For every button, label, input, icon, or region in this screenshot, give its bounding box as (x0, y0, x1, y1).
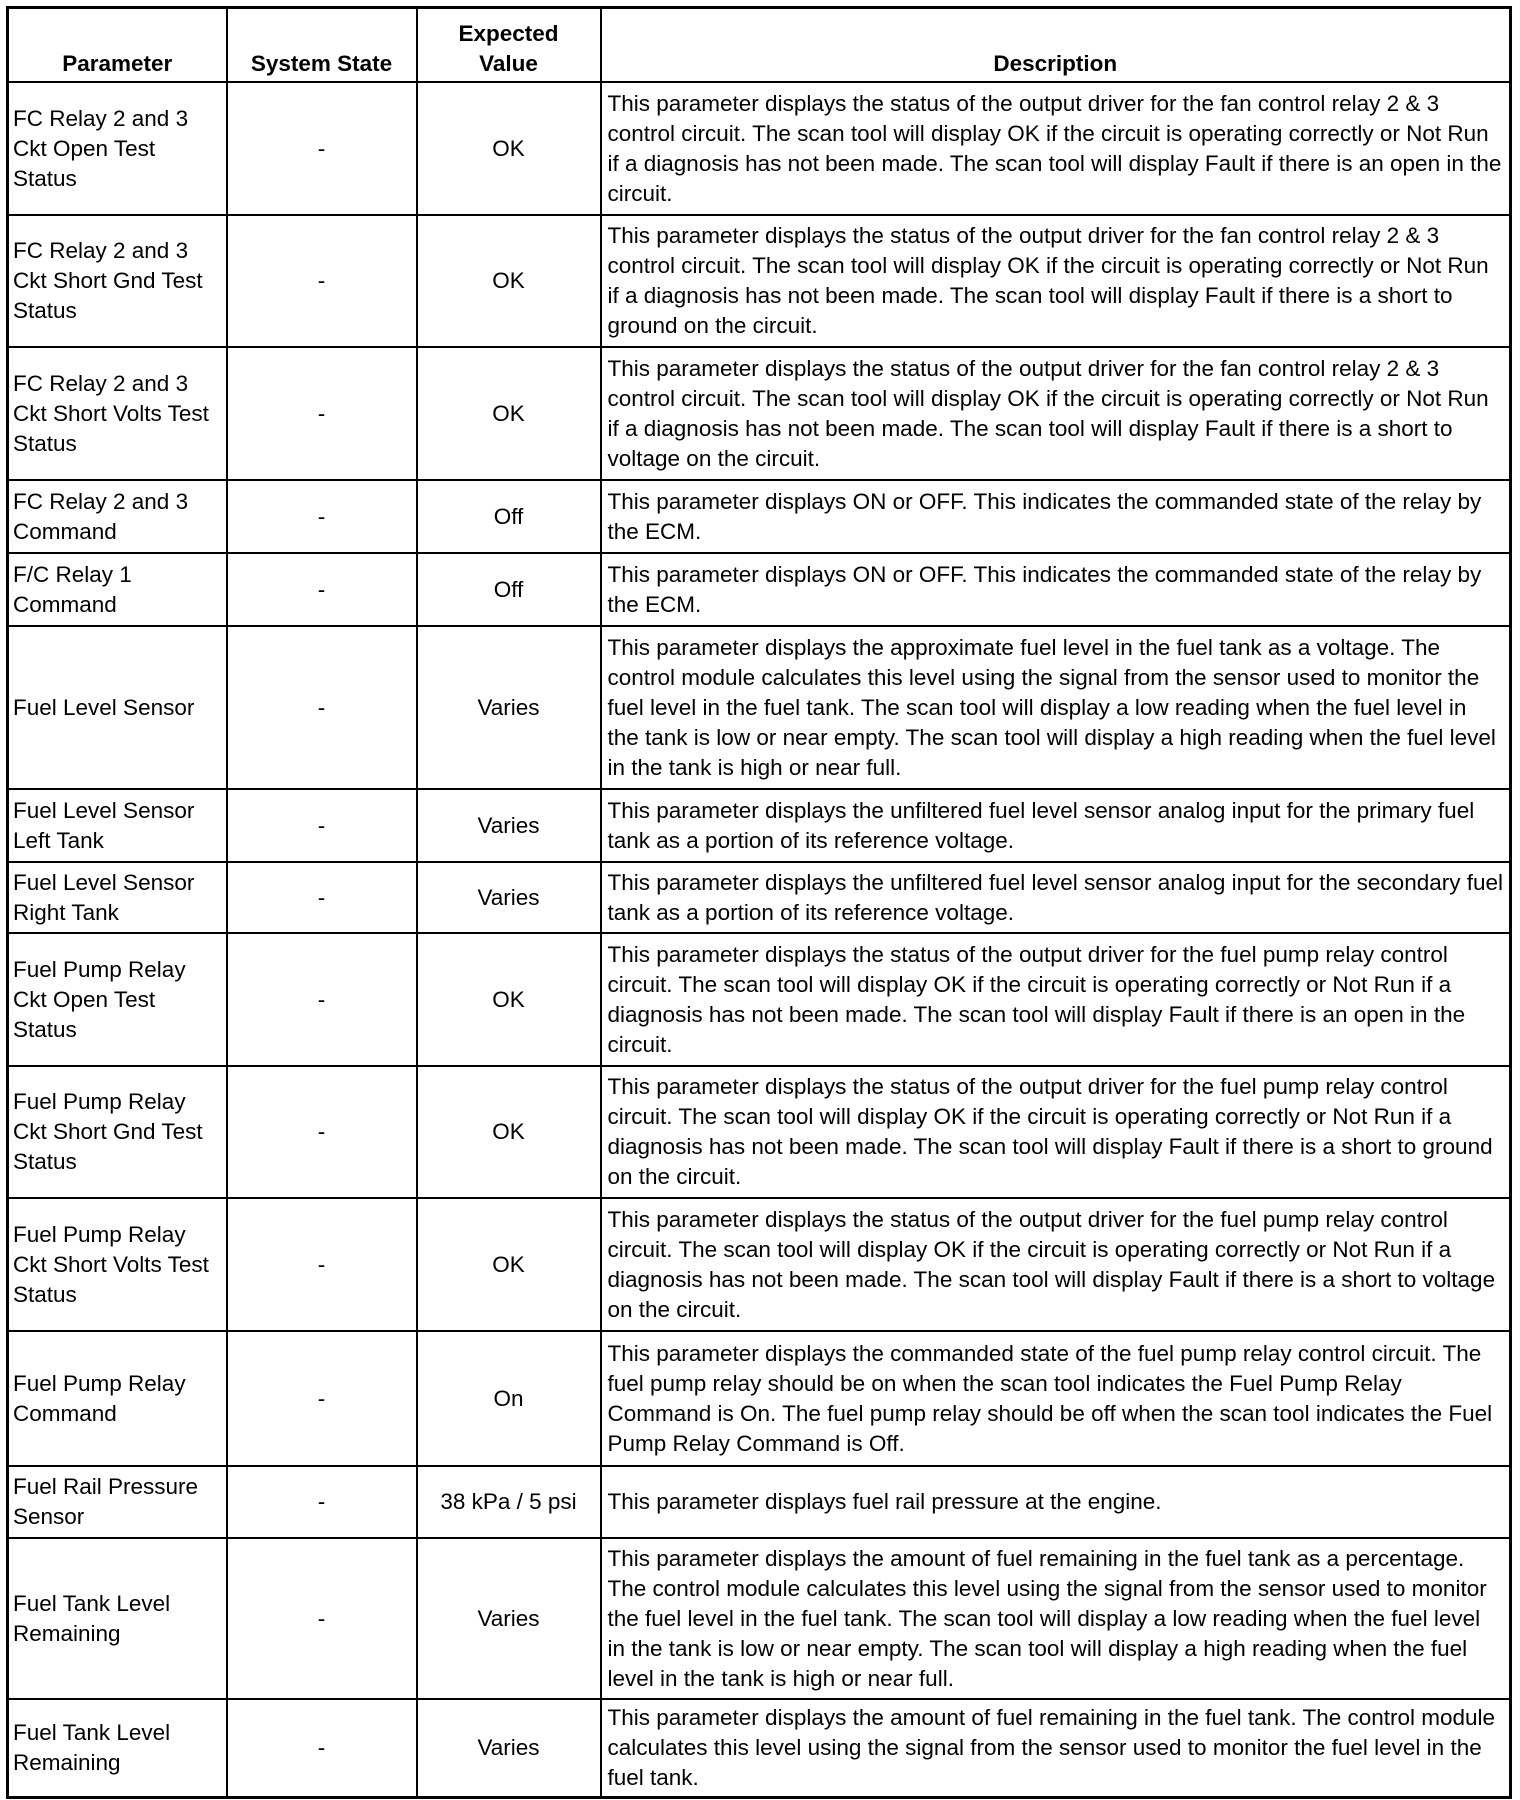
system-state-cell: - (227, 1198, 417, 1331)
parameter-cell: Fuel Rail Pressure Sensor (8, 1466, 227, 1538)
parameter-cell: Fuel Pump Relay Command (8, 1331, 227, 1466)
table-row (8, 553, 1511, 626)
description-cell: This parameter displays the unfiltered fuel level sensor analog input for the secondary fuel tank as a portion of its reference voltage. (601, 862, 1511, 933)
header-expected-value: Expected Value (417, 8, 601, 83)
description-cell: This parameter displays the amount of fuel remaining in the fuel tank as a percentage. The control module calculates this level using the signal from the sensor used to monitor the fuel level in the fuel tank. The scan tool will display a low reading when the fuel level in the tank is low or near empty. The scan tool will display a high reading when the fuel level in the tank is high or near full. (601, 1538, 1511, 1699)
expected-value-cell: 38 kPa / 5 psi (417, 1466, 601, 1538)
parameter-cell: Fuel Level Sensor (8, 626, 227, 789)
parameter-cell: FC Relay 2 and 3 Ckt Short Gnd Test Status (8, 215, 227, 347)
description-cell: This parameter displays the status of the output driver for the fuel pump relay control circuit. The scan tool will display OK if the circuit is operating correctly or Not Run if a diagnosis has not been made. The scan tool will display Fault if there is an open in the circuit. (601, 933, 1511, 1066)
table-row (8, 1198, 1511, 1331)
header-system-state: System State (227, 8, 417, 83)
system-state-cell: - (227, 1699, 417, 1797)
system-state-cell: - (227, 480, 417, 553)
parameter-cell: Fuel Pump Relay Ckt Short Gnd Test Status (8, 1066, 227, 1198)
expected-value-cell: Varies (417, 1538, 601, 1699)
expected-value-cell: OK (417, 215, 601, 347)
system-state-cell: - (227, 553, 417, 626)
system-state-cell: - (227, 1466, 417, 1538)
header-parameter: Parameter (8, 8, 227, 83)
system-state-cell: - (227, 215, 417, 347)
parameter-cell: F/C Relay 1 Command (8, 553, 227, 626)
table-row (8, 347, 1511, 480)
expected-value-cell: OK (417, 347, 601, 480)
description-cell: This parameter displays the unfiltered fuel level sensor analog input for the primary fuel tank as a portion of its reference voltage. (601, 789, 1511, 862)
table-row (8, 1331, 1511, 1466)
parameter-cell: Fuel Tank Level Remaining (8, 1538, 227, 1699)
system-state-cell: - (227, 789, 417, 862)
description-cell: This parameter displays ON or OFF. This indicates the commanded state of the relay by the ECM. (601, 553, 1511, 626)
system-state-cell: - (227, 862, 417, 933)
description-cell: This parameter displays the amount of fuel remaining in the fuel tank. The control module calculates this level using the signal from the sensor used to monitor the fuel level in the fuel tank. (601, 1699, 1511, 1797)
description-cell: This parameter displays the status of the output driver for the fuel pump relay control circuit. The scan tool will display OK if the circuit is operating correctly or Not Run if a diagnosis has not been made. The scan tool will display Fault if there is a short to voltage on the circuit. (601, 1198, 1511, 1331)
expected-value-cell: OK (417, 1198, 601, 1331)
table-row (8, 1066, 1511, 1198)
expected-value-cell: OK (417, 1066, 601, 1198)
parameter-cell: Fuel Level Sensor Left Tank (8, 789, 227, 862)
description-cell: This parameter displays the status of the output driver for the fuel pump relay control circuit. The scan tool will display OK if the circuit is operating correctly or Not Run if a diagnosis has not been made. The scan tool will display Fault if there is a short to ground on the circuit. (601, 1066, 1511, 1198)
expected-value-cell: OK (417, 933, 601, 1066)
system-state-cell: - (227, 933, 417, 1066)
table-row (8, 480, 1511, 553)
parameter-cell: Fuel Tank Level Remaining (8, 1699, 227, 1797)
expected-value-cell: Varies (417, 1699, 601, 1797)
description-cell: This parameter displays ON or OFF. This indicates the commanded state of the relay by the ECM. (601, 480, 1511, 553)
system-state-cell: - (227, 1066, 417, 1198)
system-state-cell: - (227, 82, 417, 215)
table-row (8, 1538, 1511, 1699)
header-description: Description (601, 8, 1511, 83)
system-state-cell: - (227, 1331, 417, 1466)
parameter-cell: Fuel Pump Relay Ckt Short Volts Test Status (8, 1198, 227, 1331)
parameter-table (6, 6, 1512, 1799)
expected-value-cell: Varies (417, 789, 601, 862)
table-row (8, 215, 1511, 347)
expected-value-cell: On (417, 1331, 601, 1466)
table-row (8, 862, 1511, 933)
expected-value-cell: OK (417, 82, 601, 215)
description-cell: This parameter displays the status of the output driver for the fan control relay 2 & 3 control circuit. The scan tool will display OK if the circuit is operating correctly or Not Run if a diagnosis has not been made. The scan tool will display Fault if there is an open in the circuit. (601, 82, 1511, 215)
system-state-cell: - (227, 1538, 417, 1699)
header-row (8, 8, 1511, 83)
description-cell: This parameter displays the approximate fuel level in the fuel tank as a voltage. The control module calculates this level using the signal from the sensor used to monitor the fuel level in the fuel tank. The scan tool will display a low reading when the fuel level in the tank is low or near empty. The scan tool will display a high reading when the fuel level in the tank is high or near full. (601, 626, 1511, 789)
table-row (8, 626, 1511, 789)
expected-value-cell: Varies (417, 862, 601, 933)
expected-value-cell: Off (417, 480, 601, 553)
system-state-cell: - (227, 347, 417, 480)
system-state-cell: - (227, 626, 417, 789)
table-row (8, 82, 1511, 215)
description-cell: This parameter displays the commanded state of the fuel pump relay control circuit. The fuel pump relay should be on when the scan tool indicates the Fuel Pump Relay Command is On. The fuel pump relay should be off when the scan tool indicates the Fuel Pump Relay Command is Off. (601, 1331, 1511, 1466)
expected-value-cell: Off (417, 553, 601, 626)
table-row (8, 1699, 1511, 1797)
parameter-cell: Fuel Level Sensor Right Tank (8, 862, 227, 933)
parameter-cell: FC Relay 2 and 3 Ckt Short Volts Test Status (8, 347, 227, 480)
description-cell: This parameter displays the status of the output driver for the fan control relay 2 & 3 control circuit. The scan tool will display OK if the circuit is operating correctly or Not Run if a diagnosis has not been made. The scan tool will display Fault if there is a short to ground on the circuit. (601, 215, 1511, 347)
description-cell: This parameter displays the status of the output driver for the fan control relay 2 & 3 control circuit. The scan tool will display OK if the circuit is operating correctly or Not Run if a diagnosis has not been made. The scan tool will display Fault if there is a short to voltage on the circuit. (601, 347, 1511, 480)
table-row (8, 789, 1511, 862)
description-cell: This parameter displays fuel rail pressure at the engine. (601, 1466, 1511, 1538)
table-row (8, 1466, 1511, 1538)
parameter-cell: FC Relay 2 and 3 Ckt Open Test Status (8, 82, 227, 215)
table-row (8, 933, 1511, 1066)
expected-value-cell: Varies (417, 626, 601, 789)
parameter-cell: FC Relay 2 and 3 Command (8, 480, 227, 553)
parameter-cell: Fuel Pump Relay Ckt Open Test Status (8, 933, 227, 1066)
